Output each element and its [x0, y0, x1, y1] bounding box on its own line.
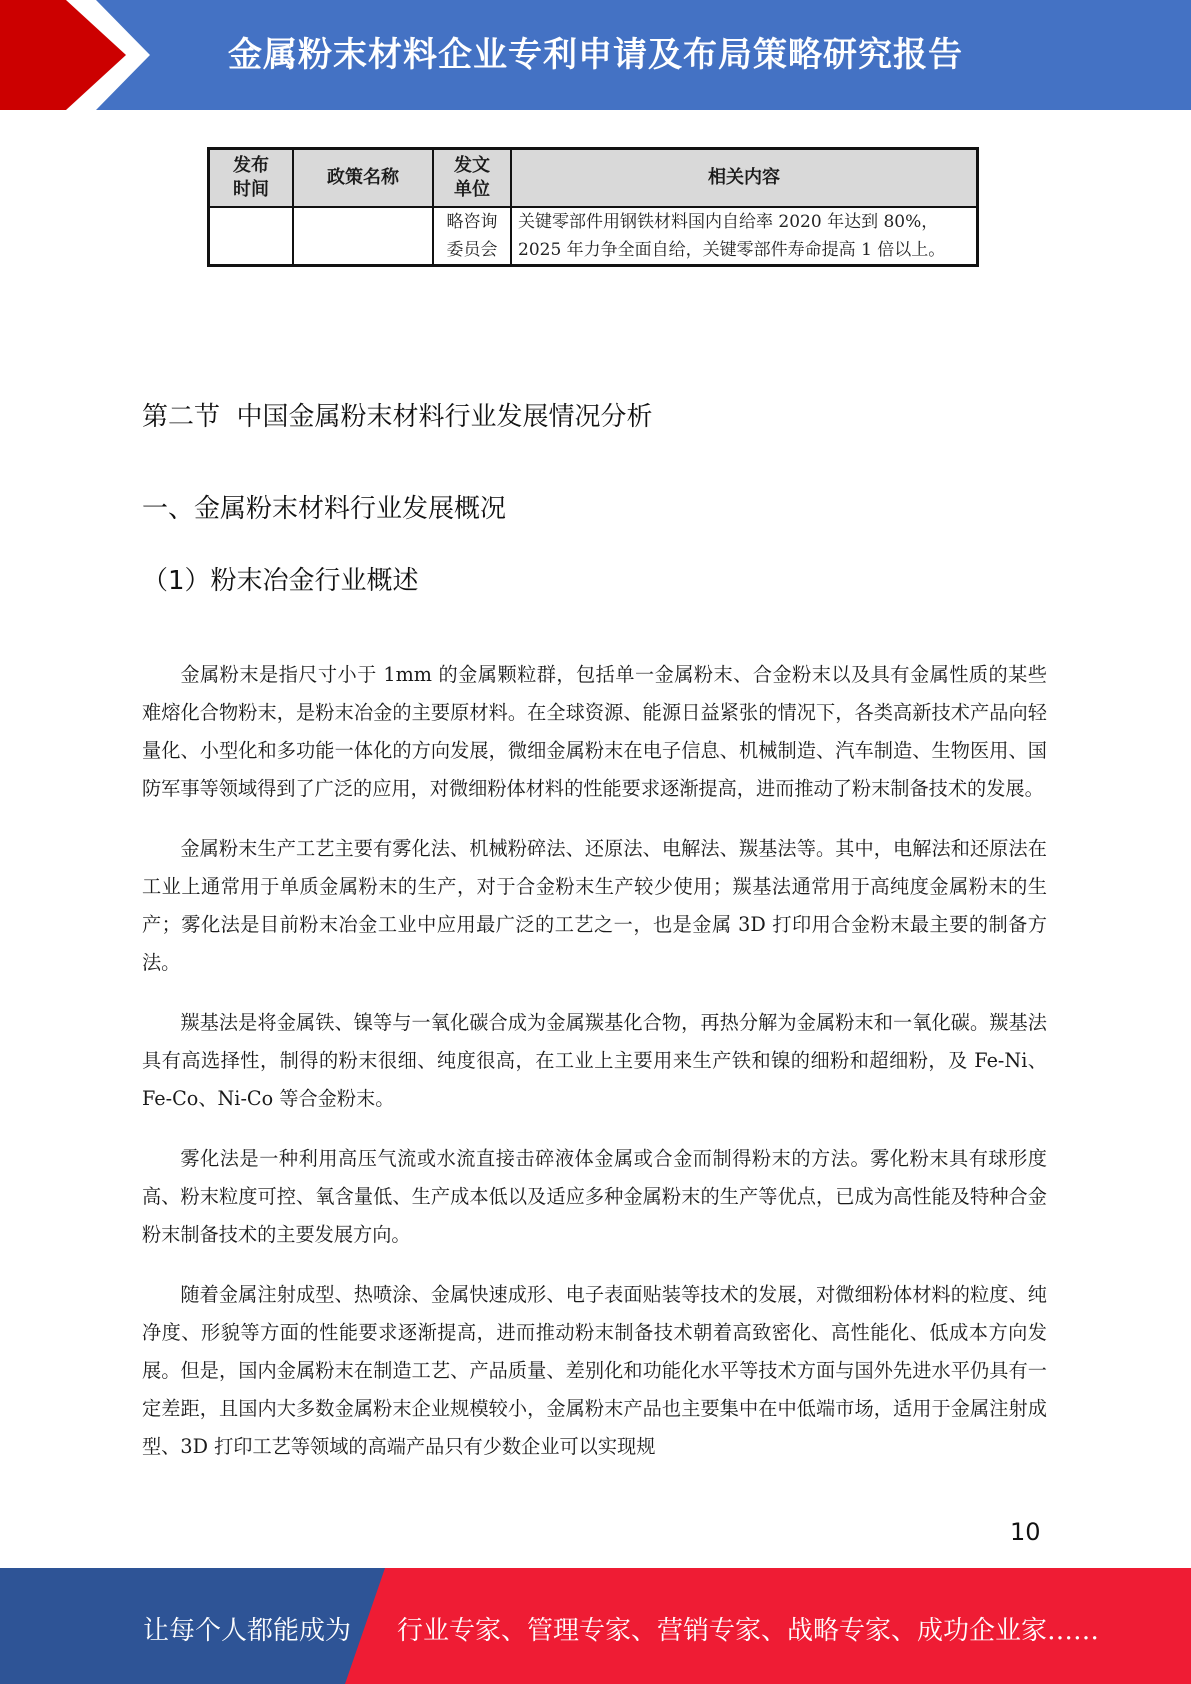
page-footer — [0, 1568, 1191, 1684]
col-header-unit — [433, 149, 511, 208]
cell-name — [293, 207, 433, 266]
subsubsection-title: （1）粉末冶金行业概述 — [142, 566, 419, 596]
col-header-unit-label: 发文 单位 — [454, 155, 490, 200]
col-header-time-label: 发布 时间 — [233, 155, 269, 200]
cell-unit-text: 略咨询 委员会 — [446, 212, 498, 260]
table-header-row — [209, 149, 978, 208]
paragraph: 金属粉末是指尺寸小于 1mm 的金属颗粒群，包括单一金属粉末、合金粉末以及具有金属性质的某些难熔化合物粉末，是粉末冶金的主要原材料。在全球资源、能源日益紧张的情况下，各类高新技术产品向轻量化、小型化和多功能一体化的方向发展，微细金属粉末在电子信息、机械制造、汽车制造、生物医用、国防军事等领域得到了广泛的应用，对微细粉体材料的性能要求逐渐提高，进而推动了粉末制备技术的发展。 — [142, 663, 1047, 800]
page-header — [0, 0, 1191, 110]
subsection-title: 一、金属粉末材料行业发展概况 — [142, 494, 507, 524]
body-text — [142, 656, 1047, 1488]
policy-table — [207, 147, 979, 267]
col-header-content — [511, 149, 978, 208]
col-header-name-label: 政策名称 — [327, 167, 399, 188]
table-row — [209, 207, 978, 266]
col-header-name — [293, 149, 433, 208]
section-title: 第二节 中国金属粉末材料行业发展情况分析 — [142, 402, 653, 432]
cell-time — [209, 207, 294, 266]
footer-slogan-left: 让每个人都能成为 — [143, 1616, 352, 1646]
footer-slogan-right: 行业专家、管理专家、营销专家、战略专家、成功企业家…… — [397, 1616, 1100, 1646]
col-header-time — [209, 149, 294, 208]
paragraph: 雾化法是一种利用高压气流或水流直接击碎液体金属或合金而制得粉末的方法。雾化粉末具有球形度高、粉末粒度可控、氧含量低、生产成本低以及适应多种金属粉末的生产等优点，已成为高性能及特种合金粉末制备技术的主要发展方向。 — [142, 1147, 1047, 1246]
col-header-content-label: 相关内容 — [708, 167, 780, 188]
header-arrow-decoration — [0, 0, 160, 110]
paragraph: 随着金属注射成型、热喷涂、金属快速成形、电子表面贴装等技术的发展，对微细粉体材料的粒度、纯净度、形貌等方面的性能要求逐渐提高，进而推动粉末制备技术朝着高致密化、高性能化、低成本方向发展。但是，国内金属粉末在制造工艺、产品质量、差别化和功能化水平等技术方面与国外先进水平仍具有一定差距，且国内大多数金属粉末企业规模较小，金属粉末产品也主要集中在中低端市场，适用于金属注射成型、3D 打印工艺等领域的高端产品只有少数企业可以实现规 — [142, 1283, 1047, 1458]
report-title: 金属粉末材料企业专利申请及布局策略研究报告 — [228, 35, 963, 75]
cell-unit — [433, 207, 511, 266]
paragraph: 金属粉末生产工艺主要有雾化法、机械粉碎法、还原法、电解法、羰基法等。其中，电解法和还原法在工业上通常用于单质金属粉末的生产，对于合金粉末生产较少使用；羰基法通常用于高纯度金属粉末的生产；雾化法是目前粉末冶金工业中应用最广泛的工艺之一，也是金属 3D 打印用合金粉末最主要的制备方法。 — [142, 837, 1047, 974]
page-number: 10 — [1010, 1518, 1041, 1546]
paragraph: 羰基法是将金属铁、镍等与一氧化碳合成为金属羰基化合物，再热分解为金属粉末和一氧化碳。羰基法具有高选择性，制得的粉末很细、纯度很高，在工业上主要用来生产铁和镍的细粉和超细粉，及 Fe-Ni、Fe-Co、Ni-Co 等合金粉末。 — [142, 1011, 1047, 1110]
cell-content: 关键零部件用钢铁材料国内自给率 2020 年达到 80%，2025 年力争全面自给，关键零部件寿命提高 1 倍以上。 — [511, 207, 978, 266]
